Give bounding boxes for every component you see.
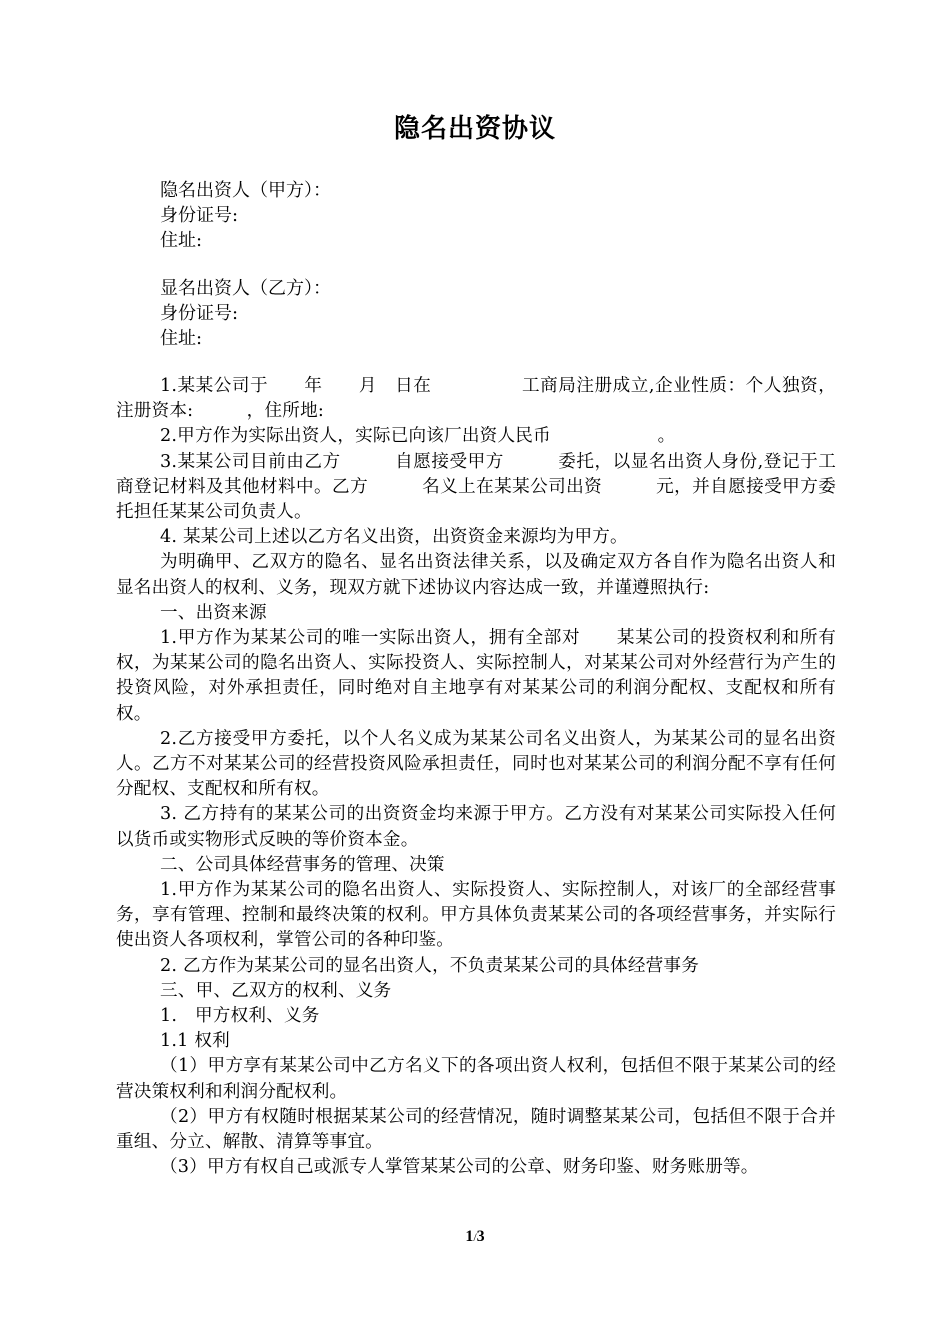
party-a-id-label: 身份证号: <box>160 205 239 226</box>
section-heading: 三、甲、乙双方的权利、义务 <box>160 980 392 1001</box>
party-b-name-label: 显名出资人（乙方）： <box>160 278 331 299</box>
paragraph: 为明确甲、乙双方的隐名、显名出资法律关系，以及确定双方各自作为隐名出资人和显名出资人的权利、义务，现双方就下述协议内容达成一致，并谨遵照执行: <box>116 552 836 598</box>
paragraph: 2.乙方接受甲方委托，以个人名义成为某某公司名义出资人，为某某公司的显名出资人。乙方不对某某公司的经营投资风险承担责任，同时也对某某公司的利润分配不享有任何分配权、支配权和所有权。 <box>116 728 836 800</box>
party-a-name-label: 隐名出资人（甲方）： <box>160 180 331 201</box>
party-b-address-label: 住址: <box>160 328 203 349</box>
paragraph: 1.甲方作为某某公司的唯一实际出资人，拥有全部对 某某公司的投资权利和所有权，为某某公司的隐名出资人、实际投资人、实际控制人，对某某公司对外经营行为产生的投资风险，对外承担责任，同时绝对自主地享有对某某公司的利润分配权、支配权和所有权。 <box>116 628 836 724</box>
paragraph: （1）甲方享有某某公司中乙方名义下的各项出资人权利，包括但不限于某某公司的经营决策权利和利润分配权利。 <box>116 1056 836 1102</box>
paragraph: 2.甲方作为实际出资人，实际已向该厂出资人民币 。 <box>160 426 676 447</box>
paragraph: （3）甲方有权自己或派专人掌管某某公司的公章、财务印鉴、财务账册等。 <box>160 1157 759 1178</box>
paragraph: 3.某某公司目前由乙方 自愿接受甲方 委托，以显名出资人身份,登记于工商登记材料及其他材料中。乙方 名义上在某某公司出资 元，并自愿接受甲方委托担任某某公司负责人。 <box>116 451 836 523</box>
paragraph: 1.某某公司于 年 月 日在 工商局注册成立,企业性质：个人独资，注册资本: ，住所地: <box>116 376 836 422</box>
paragraph: 3. 乙方持有的某某公司的出资资金均来源于甲方。乙方没有对某某公司实际投入任何以货币或实物形式反映的等价资本金。 <box>116 804 836 850</box>
party-a-address-label: 住址: <box>160 230 203 251</box>
party-a-block <box>160 178 331 253</box>
agreement-body <box>116 374 836 1181</box>
document-title: 隐名出资协议 <box>393 114 556 144</box>
paragraph: 4. 某某公司上述以乙方名义出资，出资资金来源均为甲方。 <box>160 527 628 548</box>
party-b-id-label: 身份证号: <box>160 303 239 324</box>
page-separator: / <box>473 1230 477 1244</box>
section-heading: 一、出资来源 <box>160 602 267 623</box>
party-b-block <box>160 276 331 351</box>
section-heading: 二、公司具体经营事务的管理、决策 <box>160 854 445 875</box>
total-pages: 3 <box>476 1228 485 1245</box>
subsection-heading: 1.1 权利 <box>160 1031 230 1052</box>
current-page: 1 <box>465 1228 474 1245</box>
paragraph: 2. 乙方作为某某公司的显名出资人，不负责某某公司的具体经营事务 <box>160 955 700 976</box>
page-number <box>0 1228 950 1246</box>
paragraph: （2）甲方有权随时根据某某公司的经营情况，随时调整某某公司，包括但不限于合并重组、分立、解散、清算等事宜。 <box>116 1106 836 1153</box>
paragraph: 1.甲方作为某某公司的隐名出资人、实际投资人、实际控制人，对该厂的全部经营事务，享有管理、控制和最终决策的权利。甲方具体负责某某公司的各项经营事务，并实际行使出资人各项权利，掌管公司的各种印鉴。 <box>116 880 836 951</box>
subsection-heading: 1. 甲方权利、义务 <box>160 1006 320 1027</box>
